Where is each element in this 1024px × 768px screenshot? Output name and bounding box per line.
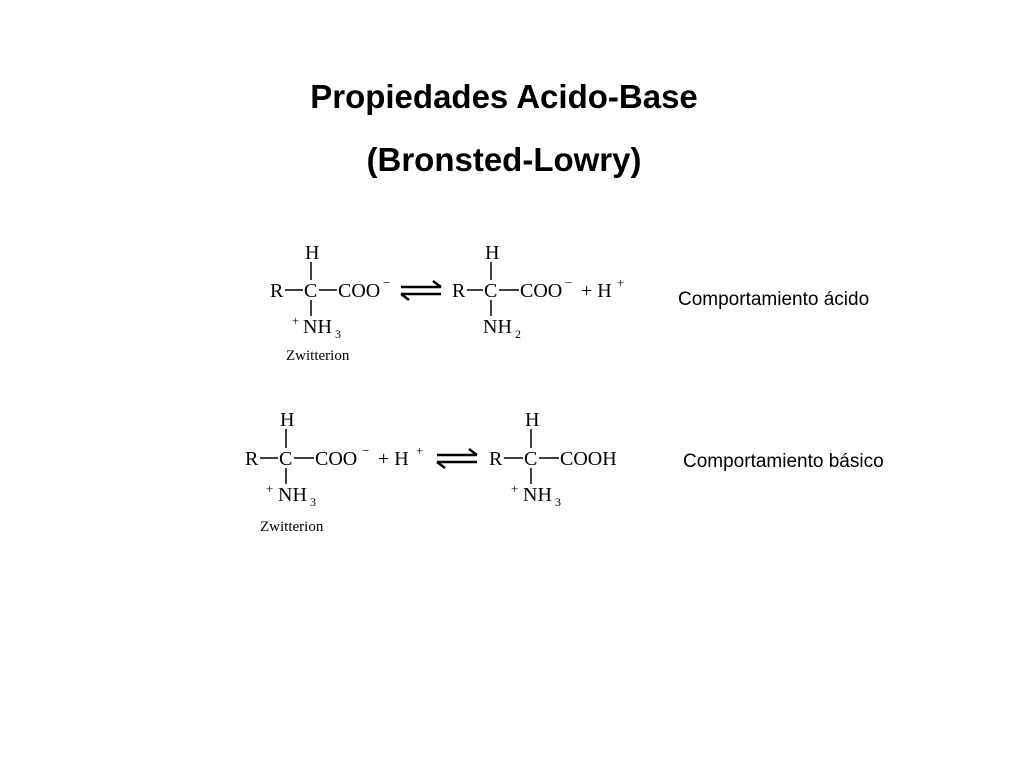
page-subtitle: (Bronsted-Lowry): [366, 141, 642, 178]
charge-plus: +: [416, 443, 424, 458]
subscript: 3: [335, 327, 341, 341]
label-basic-behavior: Comportamiento básico: [683, 451, 884, 472]
proton: + H: [378, 448, 409, 470]
charge-plus: +: [617, 275, 625, 290]
charge-minus: −: [362, 443, 370, 458]
label-acid-behavior: Comportamiento ácido: [678, 289, 870, 310]
equilibrium-arrow: [401, 281, 441, 300]
reaction2-product: [489, 409, 617, 509]
zwitterion-caption: Zwitterion: [286, 348, 350, 364]
atom-c: C: [484, 280, 498, 302]
group-coo: COO: [520, 280, 563, 302]
charge-plus: +: [266, 481, 274, 496]
atom-c: C: [524, 448, 538, 470]
atom-h-top: H: [305, 242, 320, 264]
atom-r: R: [489, 448, 503, 470]
group-coo: COO: [315, 448, 358, 470]
atom-c: C: [304, 280, 318, 302]
subscript: 3: [310, 495, 316, 509]
zwitterion-caption: Zwitterion: [260, 519, 324, 535]
atom-c: C: [279, 448, 293, 470]
charge-plus: +: [511, 481, 519, 496]
atom-r: R: [270, 280, 284, 302]
subscript: 2: [515, 327, 521, 341]
atom-r: R: [245, 448, 259, 470]
atom-h-top: H: [525, 409, 540, 431]
proton: + H: [581, 280, 612, 302]
group-cooh: COOH: [560, 448, 617, 470]
group-nh: NH: [483, 316, 512, 338]
atom-h-top: H: [280, 409, 295, 431]
atom-r: R: [452, 280, 466, 302]
atom-h-top: H: [485, 242, 500, 264]
reaction2-reactant: [245, 409, 423, 535]
page-title: Propiedades Acido-Base: [310, 78, 698, 115]
group-nh: NH: [303, 316, 332, 338]
group-nh: NH: [278, 484, 307, 506]
group-coo: COO: [338, 280, 381, 302]
subscript: 3: [555, 495, 561, 509]
charge-minus: −: [565, 275, 573, 290]
charge-minus: −: [383, 275, 391, 290]
charge-plus: +: [292, 313, 300, 328]
equilibrium-arrow: [437, 449, 477, 468]
reaction1-product: [452, 242, 624, 341]
group-nh: NH: [523, 484, 552, 506]
reaction1-reactant: [270, 242, 390, 364]
